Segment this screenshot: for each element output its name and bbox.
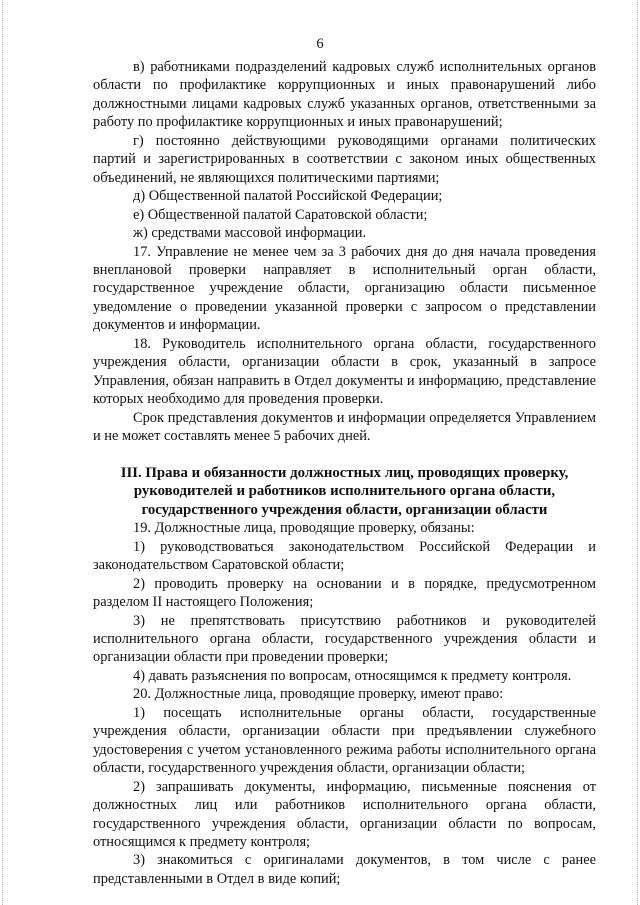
paragraph-item-v: в) работниками подразделений кадровых служб исполнительных органов области по профилактике коррупционных и иных правонарушений либо должностными лицами кадровых служб указанных органов, ответственными за работу по профилактике коррупционных и иных правонарушений; <box>93 59 596 131</box>
scan-edge-left <box>2 0 3 905</box>
paragraph-19-3: 3) не препятствовать присутствию работников и руководителей исполнительного органа области, государственного учреждения области и организации области при проведении проверки; <box>93 612 596 666</box>
paragraph-19-1: 1) руководствоваться законодательством Российской Федерации и законодательством Саратовской области; <box>93 538 596 574</box>
section-heading-line-1: III. Права и обязанности должностных лиц, проводящих проверку, <box>120 464 569 481</box>
paragraph-item-zh: ж) средствами массовой информации. <box>133 225 367 242</box>
document-body <box>93 58 596 888</box>
paragraph-20: 20. Должностные лица, проводящие проверку, имеют право: <box>133 686 504 703</box>
section-heading-line-3: государственного учреждения области, организации области <box>141 501 548 518</box>
paragraph-18: 18. Руководитель исполнительного органа области, государственного учреждения области, организации области в срок, указанный в запросе Управления, обязан направить в Отдел документы и информацию, представление которых необходимо для проведения проверки. <box>93 335 596 408</box>
paragraph-19-4: 4) давать разъяснения по вопросам, относящимся к предмету контроля. <box>133 667 572 684</box>
paragraph-17: 17. Управление не менее чем за 3 рабочих дня до дня начала проведения внеплановой проверки направляет в исполнительный орган области, государственное учреждение области, организацию области письменное уведомление о проведении указанной проверки с запросом о представлении документов и информации. <box>93 243 596 334</box>
paragraph-20-1: 1) посещать исполнительные органы области, государственные учреждения области, организации области при предъявлении служебного удостоверения с учетом установленного режима работы исполнительного органа области, государственного учреждения области, организации области; <box>93 704 596 777</box>
paragraph-deadline: Срок представления документов и информации определяется Управлением и не может составлять менее 5 рабочих дней. <box>93 409 596 445</box>
scan-edge-right <box>637 0 638 905</box>
paragraph-19-2: 2) проводить проверку на основании и в порядке, предусмотренном разделом II настоящего Положения; <box>93 575 596 611</box>
paragraph-20-2: 2) запрашивать документы, информацию, письменные пояснения от должностных лиц или работников исполнительного органа области, государственного учреждения области, организации области по вопросам, относящимся к предмету контроля; <box>93 778 596 850</box>
paragraph-item-d: д) Общественной палатой Российской Федерации; <box>133 188 443 205</box>
section-heading-line-2: руководителей и работников исполнительного органа области, <box>133 483 556 500</box>
paragraph-item-e: е) Общественной палатой Саратовской области; <box>133 206 428 223</box>
paragraph-item-g: г) постоянно действующими руководящими органами политических партий и зарегистрированных в соответствии с законом иных общественных объединений, не являющихся политическими партиями; <box>93 132 596 186</box>
section-heading <box>93 464 596 520</box>
paragraph-20-3: 3) знакомиться с оригиналами документов, в том числе с ранее представленными в Отдел в виде копий; <box>93 852 596 887</box>
paragraph-19: 19. Должностные лица, проводящие проверку, обязаны: <box>133 520 475 537</box>
page-number: 6 <box>316 36 324 52</box>
